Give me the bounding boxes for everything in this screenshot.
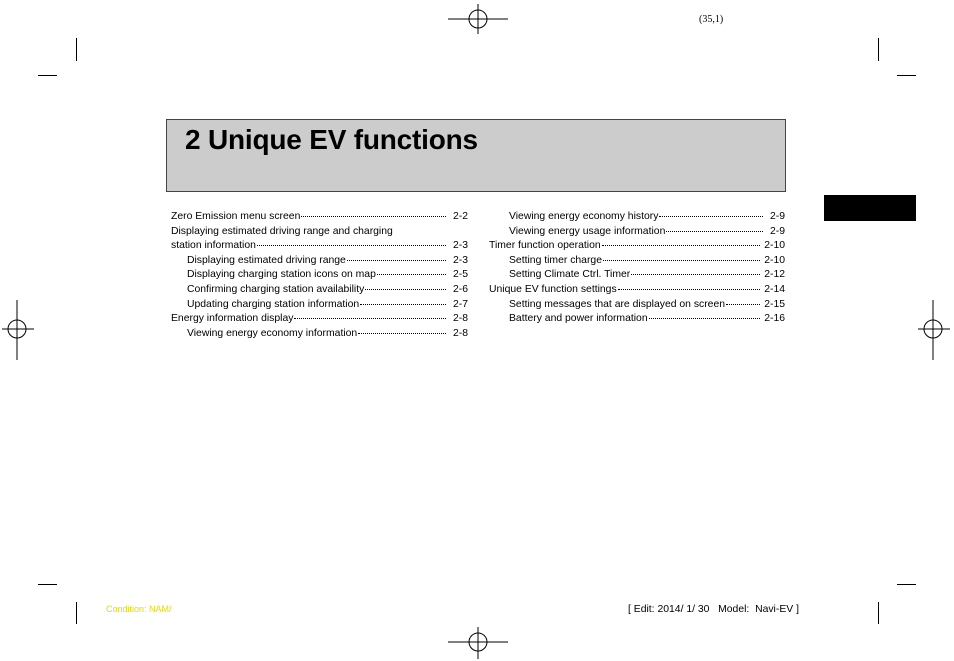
toc-entry-page: 2-10 [764,254,785,266]
toc-entry-title: Zero Emission menu screen [171,211,301,222]
chapter-title: 2 Unique EV functions [185,124,478,155]
toc-entry-title: Setting timer charge [509,254,602,266]
toc-entry[interactable] [489,312,785,327]
toc-entry-title: station information [171,240,256,252]
toc-entry-page: 2-12 [764,269,785,281]
toc-entry[interactable] [489,298,785,313]
registration-mark-right [918,300,952,360]
chapter-tab-marker [824,195,916,221]
toc-leader [603,260,760,261]
toc-leader [301,216,446,217]
toc-entry-title: Viewing energy economy history [509,211,659,222]
toc-right-column [489,210,785,327]
edit-info: [ Edit: 2014/ 1/ 30 Model: Navi-EV ] [628,604,799,615]
toc-entry-title: Setting Climate Ctrl. Timer [509,269,631,281]
toc-leader [649,318,761,319]
toc-entry[interactable] [489,283,785,298]
registration-mark-bottom [446,627,510,659]
toc-entry-title: Confirming charging station availability [187,283,365,295]
toc-entry-title: Unique EV function settings [489,283,617,295]
toc-entry-title: Setting messages that are displayed on screen [509,298,726,310]
toc-entry-title-line1[interactable]: Displaying estimated driving range and charging [171,225,393,237]
toc-entry-page: 2-14 [764,283,785,295]
toc-entry-page: 2-10 [764,240,785,252]
toc-entry[interactable] [489,239,785,254]
toc-entry-page: 2-16 [764,313,785,325]
toc-entry[interactable] [171,283,468,298]
toc-leader [602,245,761,246]
toc-entry[interactable] [489,225,785,240]
toc-entry-page: 2-2 [452,211,468,222]
toc-entry-page: 2-9 [769,211,785,222]
toc-entry-page: 2-8 [452,327,468,339]
toc-entry-page: 2-6 [452,283,468,295]
toc-leader [365,289,446,290]
toc-entry-page: 2-3 [452,240,468,252]
toc-entry-title: Updating charging station information [187,298,360,310]
toc-leader [618,289,761,290]
toc-entry-page: 2-15 [764,298,785,310]
toc-entry-title: Timer function operation [489,240,601,252]
toc-leader [360,304,446,305]
toc-entry[interactable] [171,327,468,342]
toc-entry[interactable] [171,268,468,283]
toc-entry-title: Viewing energy economy information [187,327,358,339]
toc-entry[interactable] [489,268,785,283]
toc-entry-title: Displaying estimated driving range [187,254,346,266]
toc-leader [631,274,760,275]
toc-entry[interactable] [171,312,468,327]
toc-entry-title: Battery and power information [509,313,648,325]
toc-entry-page: 2-5 [452,269,468,281]
toc-entry[interactable] [489,210,785,225]
toc-entry[interactable] [171,254,468,269]
toc-entry-page: 2-3 [452,254,468,266]
toc-entry-title: Viewing energy usage information [509,225,666,237]
toc-entry-page: 2-8 [452,313,468,325]
registration-mark-top [446,4,510,34]
toc-entry[interactable] [171,298,468,313]
toc-entry-page: 2-7 [452,298,468,310]
toc-entry[interactable] [171,210,468,225]
toc-leader [257,245,446,246]
toc-leader [726,304,760,305]
toc-entry-title: Energy information display [171,313,294,325]
condition-label: Condition: NAM/ [106,604,172,614]
page-reference: (35,1) [699,14,724,25]
toc-entry-title: Displaying charging station icons on map [187,269,376,281]
toc-leader [666,231,763,232]
toc-leader [347,260,446,261]
toc-entry-page: 2-9 [769,225,785,237]
toc-entry[interactable] [171,239,468,254]
toc-entry[interactable] [489,254,785,269]
toc-leader [294,318,446,319]
registration-mark-left [0,300,34,360]
toc-leader [377,274,446,275]
toc-leader [659,216,763,217]
chapter-header [166,119,786,192]
toc-left-column [171,210,468,341]
toc-leader [358,333,446,334]
